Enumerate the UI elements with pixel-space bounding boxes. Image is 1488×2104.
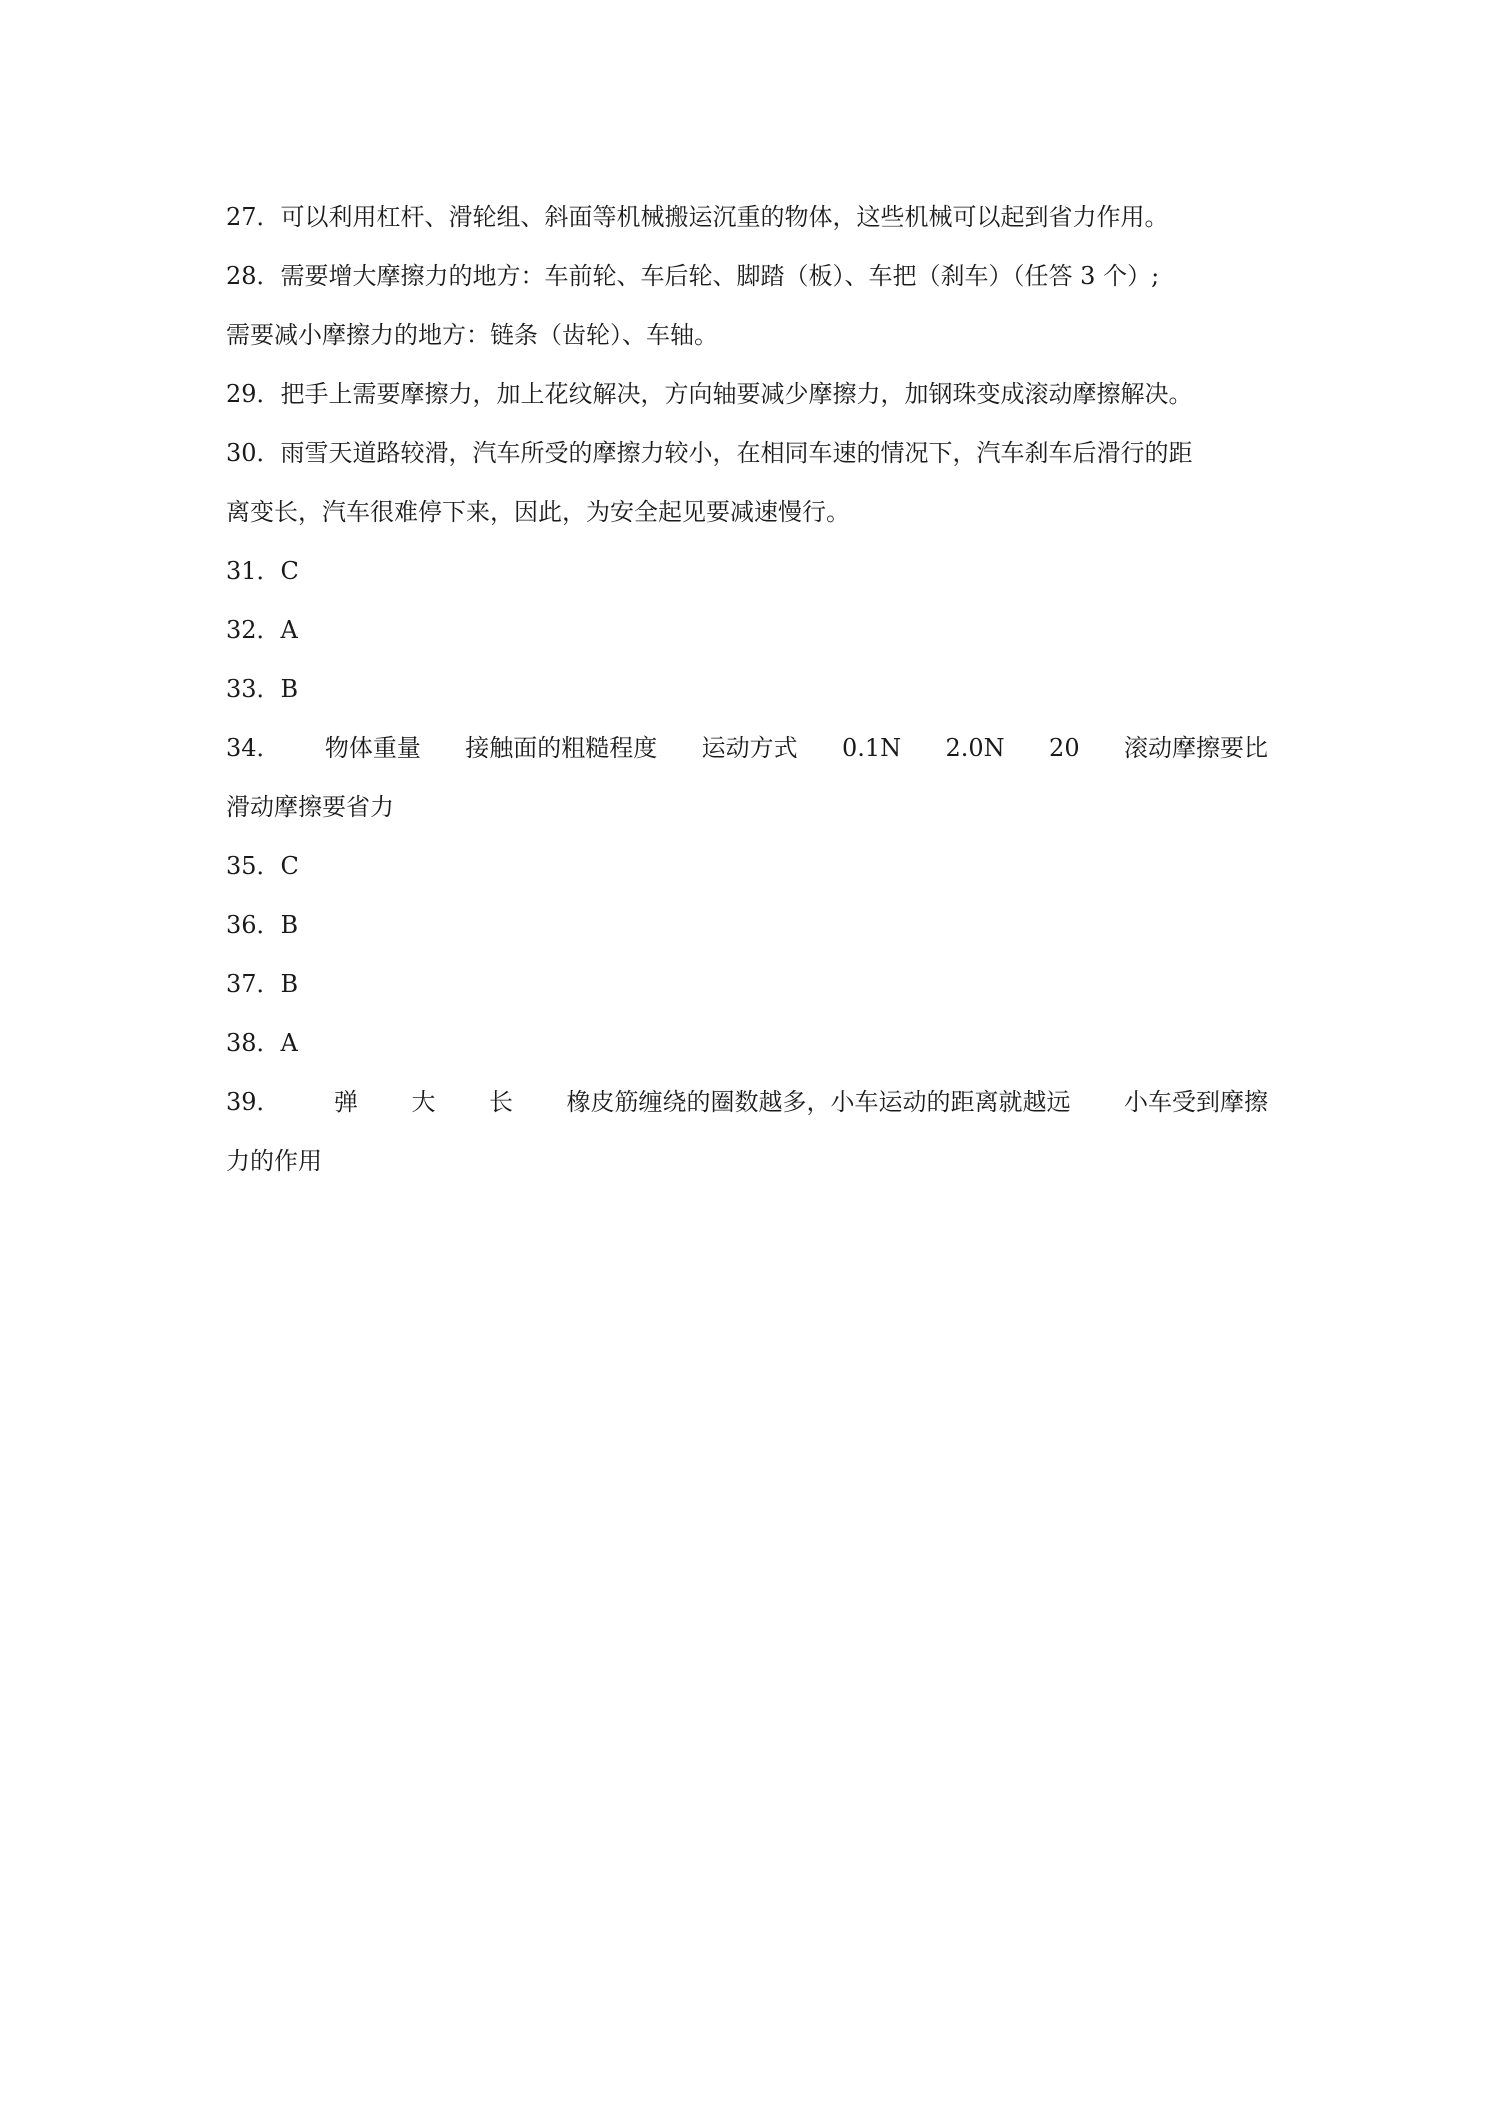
answer-28-line-2: 需要减小摩擦力的地方：链条（齿轮）、车轴。 (226, 321, 718, 349)
answer-34-number: 34． (226, 734, 281, 762)
answer-34-blank-1: 物体重量 (324, 734, 421, 762)
answer-27: 27．可以利用杠杆、滑轮组、斜面等机械搬运沉重的物体，这些机械可以起到省力作用。 (226, 203, 1169, 231)
answer-39-blank-4: 橡皮筋缠绕的圈数越多，小车运动的距离就越远 (566, 1088, 1071, 1116)
answer-list (226, 188, 1268, 1191)
answer-34-line-1 (226, 719, 1268, 778)
answer-34-blank-3: 运动方式 (701, 734, 798, 762)
answer-30-line-1: 30．雨雪天道路较滑，汽车所受的摩擦力较小，在相同车速的情况下，汽车刹车后滑行的距 (226, 439, 1193, 467)
answer-31: 31．C (226, 557, 299, 585)
answer-34-blank-5: 2.0N (945, 734, 1005, 762)
answer-39-blank-5: 小车受到摩擦 (1123, 1088, 1268, 1116)
answer-34-blank-6: 20 (1049, 734, 1080, 762)
answer-34-blank-7: 滚动摩擦要比 (1123, 734, 1268, 762)
answer-39-number: 39． (226, 1088, 281, 1116)
answer-34-line-2: 滑动摩擦要省力 (226, 793, 394, 821)
answer-39-blank-2: 大 (411, 1088, 436, 1116)
answer-39-blank-3: 长 (489, 1088, 513, 1116)
answer-29: 29．把手上需要摩擦力，加上花纹解决，方向轴要减少摩擦力，加钢珠变成滚动摩擦解决。 (226, 380, 1193, 408)
answer-36: 36．B (226, 911, 299, 939)
answer-32: 32．A (226, 616, 298, 644)
answer-38: 38．A (226, 1029, 298, 1057)
answer-35: 35．C (226, 852, 299, 880)
answer-33: 33．B (226, 675, 299, 703)
answer-39-line-2: 力的作用 (226, 1147, 322, 1175)
answer-28-line-1: 28．需要增大摩擦力的地方：车前轮、车后轮、脚踏（板）、车把（刹车）（任答 3 个）; (226, 262, 1160, 290)
answer-39-line-1 (226, 1073, 1268, 1132)
answer-34-blank-4: 0.1N (841, 734, 902, 762)
answer-39-blank-1: 弹 (334, 1088, 359, 1116)
answer-37: 37．B (226, 970, 299, 998)
answer-34-blank-2: 接触面的粗糙程度 (465, 734, 658, 762)
answer-30-line-2: 离变长，汽车很难停下来，因此，为安全起见要减速慢行。 (226, 498, 850, 526)
